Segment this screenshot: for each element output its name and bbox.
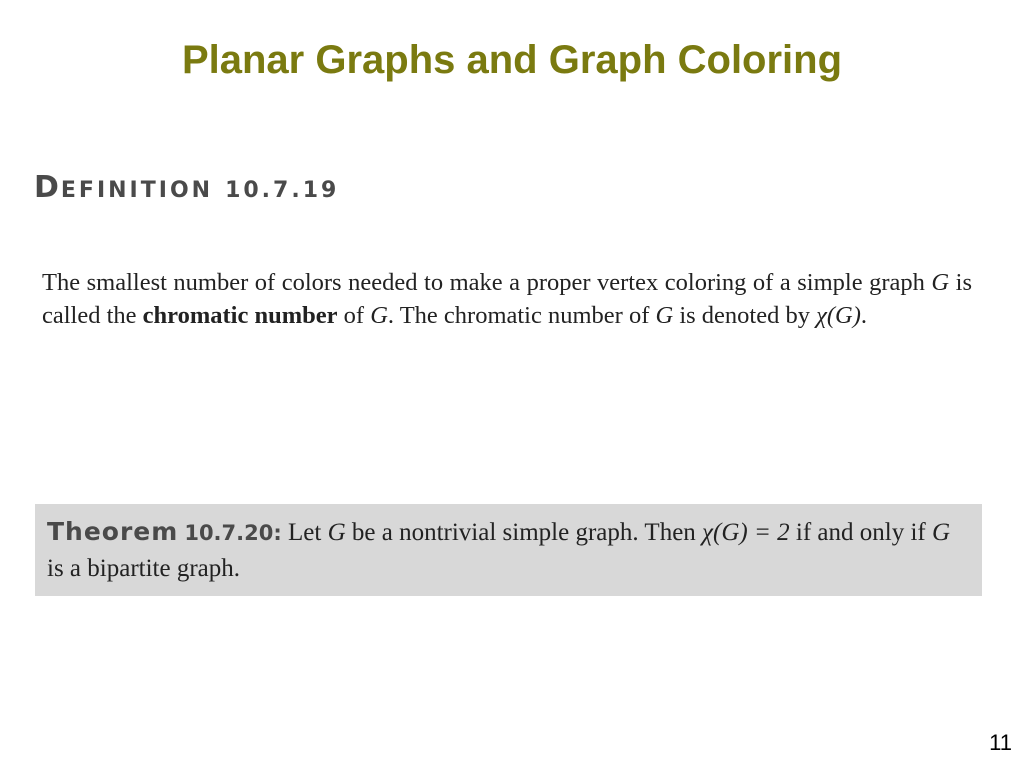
definition-text-6: . bbox=[860, 302, 868, 329]
slide-title: Planar Graphs and Graph Coloring bbox=[181, 38, 843, 82]
definition-term: chromatic number bbox=[142, 302, 338, 329]
definition-var-g-1: G bbox=[931, 269, 950, 296]
theorem-text-2: be a nontrivial simple graph. Then bbox=[345, 519, 703, 546]
definition-heading bbox=[34, 168, 339, 211]
definition-label-initial: D bbox=[34, 170, 61, 205]
theorem-box bbox=[35, 504, 982, 596]
theorem-label: Theorem bbox=[47, 517, 179, 546]
definition-number: 10.7.19 bbox=[225, 178, 340, 203]
theorem-text-3: if and only if bbox=[789, 519, 932, 546]
definition-text-5: is denoted by bbox=[673, 302, 817, 329]
definition-text-4: . The chromatic number of bbox=[387, 302, 656, 329]
definition-var-g-2: G bbox=[370, 302, 388, 329]
theorem-number: 10.7.20: bbox=[184, 521, 282, 545]
theorem-text-1: Let bbox=[281, 519, 328, 546]
page-number: 11 bbox=[989, 730, 1012, 755]
definition-notation: χ(G) bbox=[816, 302, 861, 329]
theorem-body bbox=[47, 514, 970, 587]
theorem-text-4: is a bipartite graph. bbox=[47, 555, 240, 582]
definition-label-rest: EFINITION bbox=[60, 178, 214, 203]
definition-text-3: of bbox=[337, 302, 371, 329]
definition-body bbox=[42, 266, 972, 332]
theorem-var-g-2: G bbox=[931, 519, 951, 546]
theorem-formula: χ(G) = 2 bbox=[702, 519, 790, 546]
definition-var-g-3: G bbox=[655, 302, 674, 329]
definition-text-1: The smallest number of colors needed to make a proper vertex coloring of a simple graph bbox=[42, 269, 932, 296]
theorem-var-g-1: G bbox=[327, 519, 346, 546]
definition-text-2: is called the bbox=[42, 269, 972, 329]
